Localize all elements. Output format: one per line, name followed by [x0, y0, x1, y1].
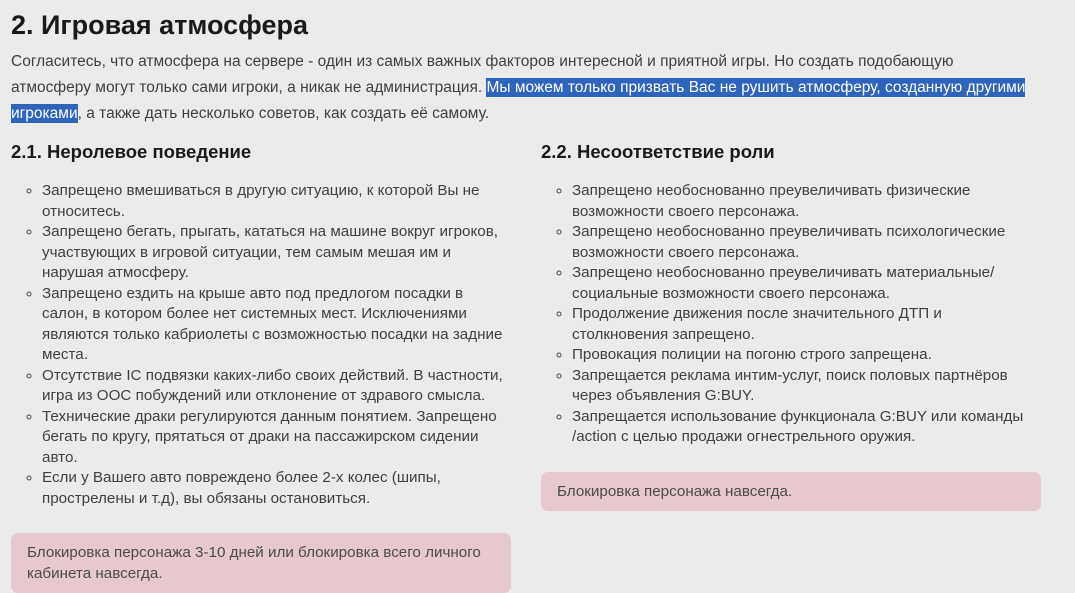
rule-item: ◦ Если у Вашего авто повреждено более 2-х колес (шипы, прострелены и т.д), вы обязаны остановиться.	[42, 468, 511, 509]
penalty-box-nonroleplay: Блокировка персонажа 3-10 дней или блокировка всего личного кабинета навсегда.	[11, 533, 511, 593]
rules-list-role-mismatch	[541, 181, 1041, 448]
intro-paragraph	[11, 49, 1033, 127]
rule-item: ◦ Провокация полиции на погоню строго запрещена.	[572, 345, 1041, 366]
rule-item: ◦ Запрещено необоснованно преувеличивать материальные/социальные возможности своего персонажа.	[572, 263, 1041, 304]
rules-columns	[11, 141, 1041, 593]
rule-item: ◦ Запрещается использование функционала G:BUY или команды /action с целью продажи огнестрельного оружия.	[572, 407, 1041, 448]
section-heading-nonroleplay: 2.1. Неролевое поведение	[11, 141, 252, 162]
rule-item: ◦ Технические драки регулируются данным понятием. Запрещено бегать по кругу, прятаться от драки на пассажирском сидении авто.	[42, 407, 511, 469]
rule-item: ◦ Запрещено необоснованно преувеличивать психологические возможности своего персонажа.	[572, 222, 1041, 263]
intro-text-after: , а также дать несколько советов, как создать её самому.	[77, 105, 490, 122]
rule-item: ◦ Отсутствие IC подвязки каких-либо своих действий. В частности, игра из OOC побуждений или отклонение от здравого смысла.	[42, 366, 511, 407]
rule-item: ◦ Запрещается реклама интим-услуг, поиск половых партнёров через объявления G:BUY.	[572, 366, 1041, 407]
section-role-mismatch	[541, 141, 1041, 511]
intro-text-before: Согласитесь, что атмосфера на сервере - один из самых важных факторов интересной и приятной игры. Но создать подобающую атмосферу могут только сами игроки, а никак не администрация.	[11, 53, 954, 96]
rule-item: ◦ Запрещено необоснованно преувеличивать физические возможности своего персонажа.	[572, 181, 1041, 222]
intro-text-selected: Мы можем только призвать Вас не рушить атмосферу, созданную другими игроками	[11, 79, 1026, 122]
rule-item: ◦ Продолжение движения после значительного ДТП и столкновения запрещено.	[572, 304, 1041, 345]
rule-item: ◦ Запрещено вмешиваться в другую ситуацию, к которой Вы не относитесь.	[42, 181, 511, 222]
rule-item: ◦ Запрещено ездить на крыше авто под предлогом посадки в салон, в котором более нет системных мест. Исключениями являются только кабриолеты с возможностью посадки на задние места.	[42, 284, 511, 366]
section-nonroleplay-behavior	[11, 141, 511, 593]
rule-item: ◦ Запрещено бегать, прыгать, кататься на машине вокруг игроков, участвующих в игровой ситуации, тем самым мешая им и нарушая атмосферу.	[42, 222, 511, 284]
page-title: 2. Игровая атмосфера	[11, 10, 308, 40]
penalty-box-role-mismatch: Блокировка персонажа навсегда.	[541, 472, 1041, 511]
section-heading-role-mismatch: 2.2. Несоответствие роли	[541, 141, 775, 162]
rules-list-nonroleplay	[11, 181, 511, 509]
